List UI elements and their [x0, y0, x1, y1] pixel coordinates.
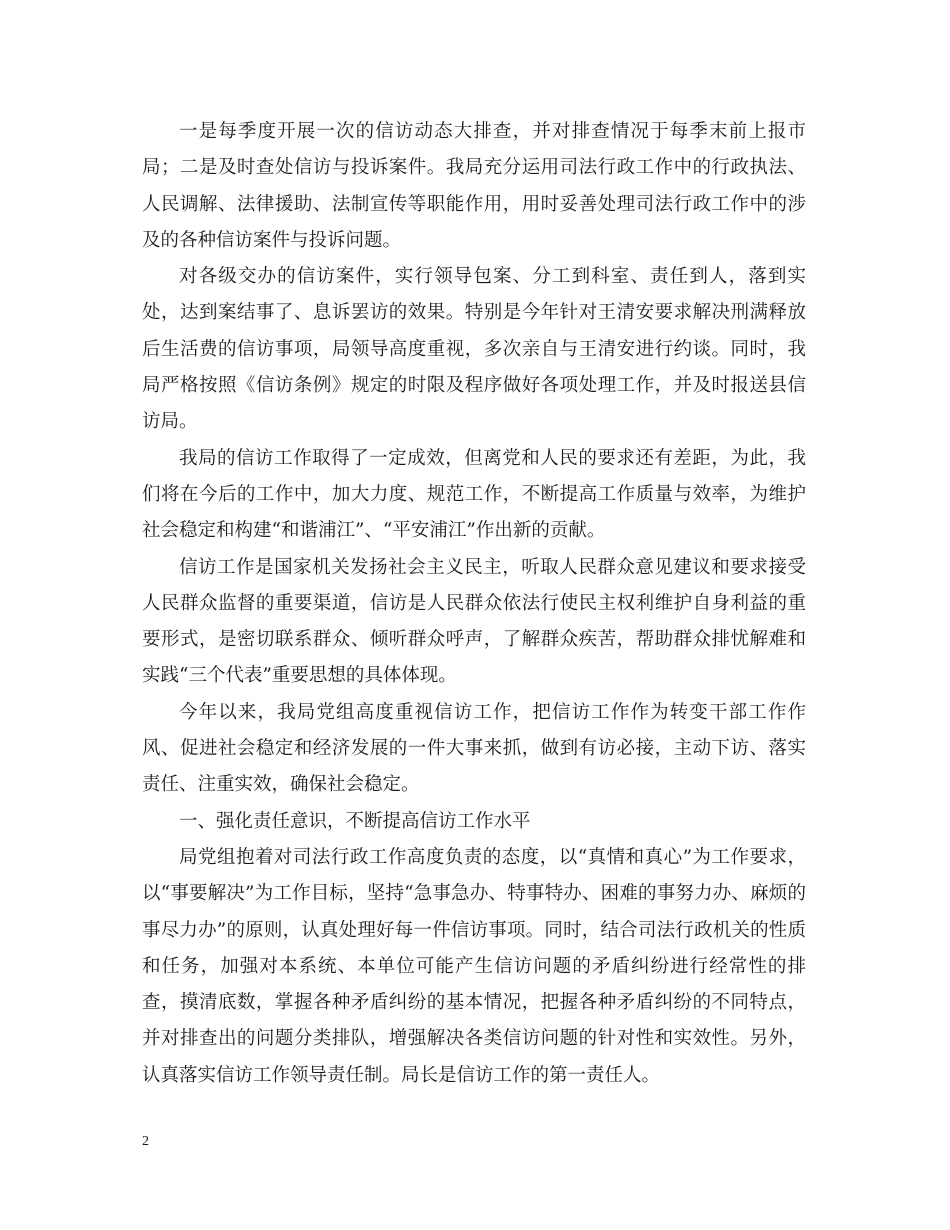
paragraph-5: 今年以来，我局党组高度重视信访工作，把信访工作作为转变干部工作作风、促进社会稳定和经济发展的一件大事来抓，做到有访必接，主动下访、落实责任、注重实效，确保社会稳定。	[142, 701, 806, 796]
document-body	[142, 114, 806, 1094]
paragraph-3: 我局的信访工作取得了一定成效，但离党和人民的要求还有差距，为此，我们将在今后的工作中，加大力度、规范工作，不断提高工作质量与效率，为维护社会稳定和构建“和谐浦江”、“平安浦江”作出新的贡献。	[142, 447, 806, 542]
section-heading: 一、强化责任意识，不断提高信访工作水平	[179, 810, 531, 832]
paragraph-1: 一是每季度开展一次的信访动态大排查，并对排查情况于每季末前上报市局；二是及时查处信访与投诉案件。我局充分运用司法行政工作中的行政执法、人民调解、法律援助、法制宣传等职能作用，用时妥善处理司法行政工作中的涉及的各种信访案件与投诉问题。	[142, 121, 806, 251]
paragraph-2: 对各级交办的信访案件，实行领导包案、分工到科室、责任到人，落到实处，达到案结事了、息诉罢访的效果。特别是今年针对王清安要求解决刑满释放后生活费的信访事项，局领导高度重视，多次亲自与王清安进行约谈。同时，我局严格按照《信访条例》规定的时限及程序做好各项处理工作，并及时报送县信访局。	[142, 266, 806, 433]
paragraph-4: 信访工作是国家机关发扬社会主义民主，听取人民群众意见建议和要求接受人民群众监督的重要渠道，信访是人民群众依法行使民主权利维护自身利益的重要形式，是密切联系群众、倾听群众呼声，了解群众疾苦，帮助群众排忧解难和实践“三个代表”重要思想的具体体现。	[142, 556, 806, 687]
paragraph-6: 局党组抱着对司法行政工作高度负责的态度，以“真情和真心”为工作要求，以“事要解决”为工作目标，坚持“急事急办、特事特办、困难的事努力办、麻烦的事尽力办”的原则，认真处理好每一件信访事项。同时，结合司法行政机关的性质和任务，加强对本系统、本单位可能产生信访问题的矛盾纠纷进行经常性的排查，摸清底数，掌握各种矛盾纠纷的基本情况，把握各种矛盾纠纷的不同特点，并对排查出的问题分类排队，增强解决各类信访问题的针对性和实效性。另外，认真落实信访工作领导责任制。局长是信访工作的第一责任人。	[142, 846, 806, 1086]
page-number: 2	[142, 1134, 149, 1149]
